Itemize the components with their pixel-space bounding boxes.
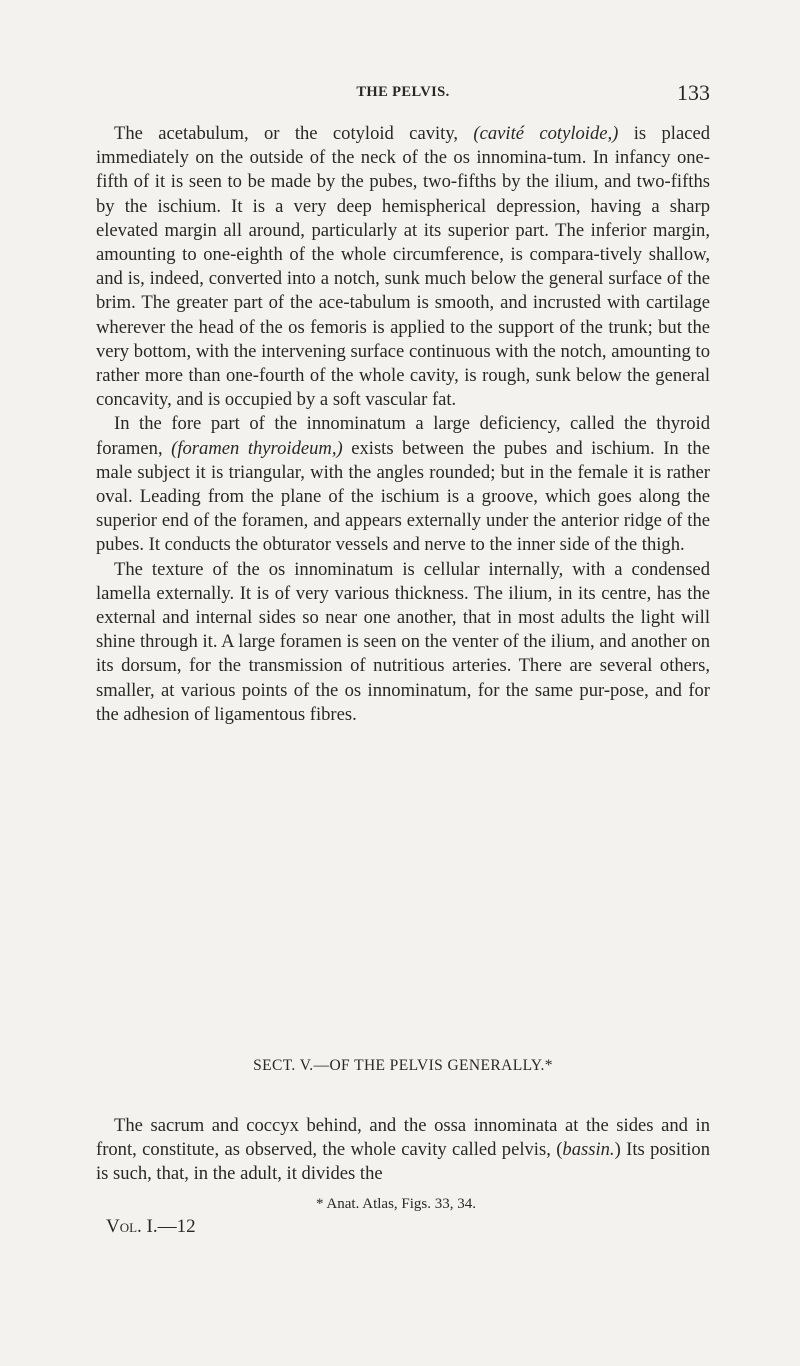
text-run: In the fore part of the innominatum a large deficiency, called the thyroid foramen, bbox=[96, 413, 710, 459]
paragraph-thyroid-foramen bbox=[96, 412, 710, 557]
body-text bbox=[96, 122, 710, 727]
paragraph-acetabulum bbox=[96, 122, 710, 412]
text-run: The texture of the os innominatum is cellular internally, with a condensed lamella externally. It is of very various thickness. The ilium, in its centre, has the external and internal sides so near one another, that in most adults the light will shine through it. A large foramen is seen on the venter of the ilium, and another on its dorsum, for the transmission of nutritious arteries. There are several others, smaller, at various points of the os innominatum, for the same pur-pose, and for the adhesion of ligamentous fibres. bbox=[96, 558, 710, 725]
paragraph-texture bbox=[96, 558, 710, 727]
text-run: is placed immediately on the outside of the neck of the os innomina-tum. In infancy one-fifth of it is seen to be made by the pubes, two-fifths by the ilium, and two-fifths by the ischium. It is a very deep hemispherical depression, having a sharp elevated margin all around, particularly at its superior part. The inferior margin, amounting to one-eighth of the whole circumference, is compara-tively shallow, and is, indeed, converted into a notch, sunk much below the general surface of the brim. The greater part of the ace-tabulum is smooth, and incrusted with cartilage wherever the head of the os femoris is applied to the support of the trunk; but the very bottom, with the intervening surface continuous with the notch, amounting to rather more than one-fourth of the whole cavity, is rough, sunk below the general concavity, and is occupied by a soft vascular fat. bbox=[96, 123, 710, 411]
text-run: The acetabulum, or the cotyloid cavity, bbox=[114, 123, 474, 144]
italic-text: bassin. bbox=[562, 1139, 615, 1161]
running-title: THE PELVIS. bbox=[356, 84, 450, 100]
text-run: The sacrum and coccyx behind, and the ossa innominata at the sides and in front, constitute, as observed, the whole cavity called pelvis, ( bbox=[96, 1115, 710, 1161]
italic-text: (cavité cotyloide,) bbox=[473, 123, 619, 144]
section-heading: SECT. V.—OF THE PELVIS GENERALLY.* bbox=[253, 1057, 553, 1074]
italic-text: (foramen thyroideum,) bbox=[171, 437, 343, 459]
paragraph-pelvis-generally bbox=[96, 1114, 710, 1187]
running-head bbox=[96, 80, 710, 110]
text-run: ) Its position is such, that, in the adult, it divides the bbox=[96, 1139, 710, 1185]
text-run: exists between the pubes and ischium. In the male subject it is triangular, with the angles rounded; but in the female it is rather oval. Leading from the plane of the ischium is a groove, which goes along the superior end of the foramen, and appears externally under the anterior ridge of the pubes. It conducts the obturator vessels and nerve to the inner side of the thigh. bbox=[96, 437, 710, 556]
footnote: * Anat. Atlas, Figs. 33, 34. bbox=[316, 1196, 477, 1212]
page-number: 133 bbox=[677, 80, 710, 105]
signature-mark: Vol. I.—12 bbox=[106, 1216, 196, 1237]
section-text bbox=[96, 1114, 710, 1187]
